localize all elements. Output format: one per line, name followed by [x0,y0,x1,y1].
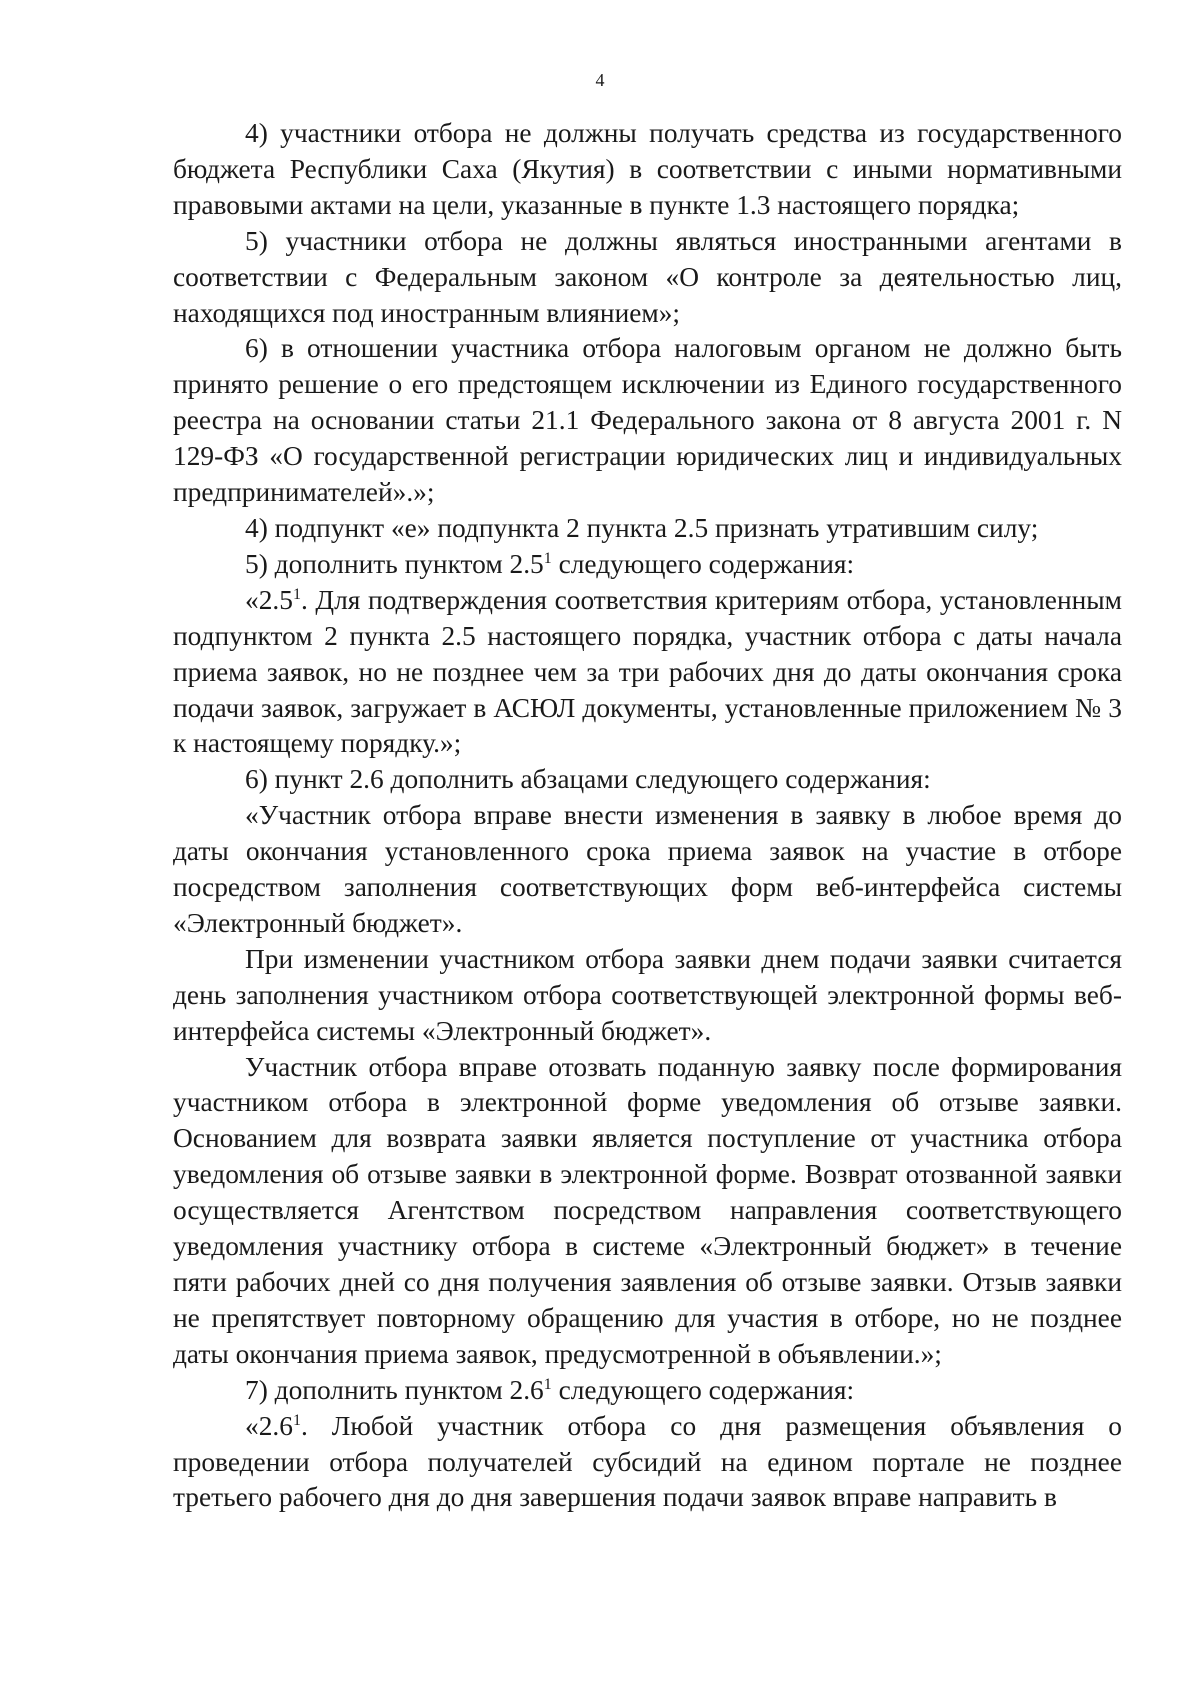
paragraph-text-pre: «2.5 [245,584,293,615]
superscript: 1 [292,585,301,603]
paragraph-clause-4-budget-funds: 4) участники отбора не должны получать средства из государственного бюджета Республики Саха (Якутия) в соответствии с иными нормативными правовыми актами на цели, указанные в пункте 1.3 настоящего порядка; [173,118,1122,220]
superscript: 1 [292,1411,301,1429]
paragraph-text-post: следующего содержания: [551,1374,855,1405]
page-number: 4 [595,70,605,90]
paragraph-point-2-6-amend: 6) пункт 2.6 дополнить абзацами следующего содержания: [245,764,931,795]
paragraph-clause-6-registry-exclusion: 6) в отношении участника отбора налоговым органом не должно быть принято решение о его предстоящем исключении из Единого государственного реестра на основании статьи 21.1 Федерального закона от 8 августа 2001 г. N 129-ФЗ «О государственной регистрации юридических лиц и индивидуальных предпринимателей».»; [173,333,1122,508]
paragraph-text-post: . Для подтверждения соответствия критериям отбора, установленным подпунктом 2 пункта 2.5 настоящего порядка, участник отбора с даты начала приема заявок, но не позднее чем за три рабочих дня до даты окончания срока подачи заявок, загружает в АСЮЛ документы, установленные приложением № 3 к настоящему порядку.»; [173,584,1122,759]
paragraph-add-point-2-5-1 [173,547,1122,583]
paragraph-application-withdrawal: Участник отбора вправе отозвать поданную заявку после формирования участником отбора в электронной форме уведомления об отзыве заявки. Основанием для возврата заявки является поступление от участника отбора уведомления об отзыве заявки в электронной форме. Возврат отозванной заявки осуществляется Агентством посредством направления соответствующего уведомления участнику отбора в системе «Электронный бюджет» в течение пяти рабочих дней со дня получения заявления об отзыве заявки. Отзыв заявки не препятствует повторному обращению для участия в отборе, но не позднее даты окончания приема заявок, предусмотренной в объявлении.»; [173,1051,1122,1369]
paragraph-text-post: . Любой участник отбора со дня размещения объявления о проведении отбора получателей субсидий на едином портале не позднее третьего рабочего дня до дня завершения подачи заявок вправе направить в [173,1410,1122,1513]
paragraph-application-changes: «Участник отбора вправе внести изменения в заявку в любое время до даты окончания установленного срока приема заявок на участие в отборе посредством заполнения соответствующих форм веб-интерфейса системы «Электронный бюджет». [173,800,1122,938]
paragraph-clause-5-foreign-agents: 5) участники отбора не должны являться иностранными агентами в соответствии с Федеральным законом «О контроле за деятельностью лиц, находящихся под иностранным влиянием»; [173,225,1122,328]
paragraph-text-pre: 5) дополнить пунктом 2.5 [245,548,544,579]
paragraph-add-point-2-6-1 [173,1373,1122,1409]
paragraph-text-post: следующего содержания: [551,548,855,579]
superscript: 1 [543,549,552,567]
document-body [173,116,1122,1516]
superscript: 1 [543,1375,552,1393]
paragraph-point-2-5-1-text [173,583,1122,763]
paragraph-text-pre: 7) дополнить пунктом 2.6 [245,1374,544,1405]
paragraph-subclause-e-repeal: 4) подпункт «е» подпункта 2 пункта 2.5 признать утратившим силу; [245,512,1039,543]
paragraph-text-pre: «2.6 [245,1410,293,1441]
paragraph-submission-date: При изменении участником отбора заявки днем подачи заявки считается день заполнения участником отбора соответствующей электронной формы веб-интерфейса системы «Электронный бюджет». [173,943,1122,1046]
paragraph-point-2-6-1-text [173,1409,1122,1517]
